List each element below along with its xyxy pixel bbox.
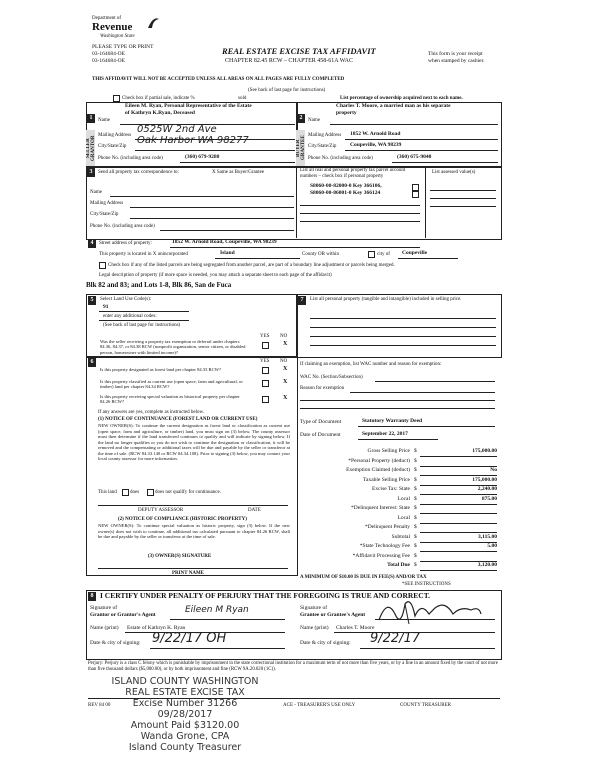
buyer-city-value[interactable]: Coupeville, WA 98239 xyxy=(350,142,402,148)
street-value[interactable]: 1852 W. Arnold Road, Coupeville, WA 98239 xyxy=(172,239,277,245)
seller-side-label: SELLER GRANTOR xyxy=(86,130,95,166)
s6-q2: Is this property classified as current use (open space, farm and agricultural, or timber) land per chapter 84.34 RCW? xyxy=(100,379,243,390)
tax-row-dollar: $ xyxy=(414,562,417,568)
tax-row-dollar: $ xyxy=(414,533,417,540)
seller-name-line1: Eileen M. Ryan, Personal Representative of the Estate xyxy=(125,103,252,109)
s3-city-label: City/State/Zip xyxy=(90,212,119,217)
grantee-signature-mark xyxy=(375,594,485,630)
s6-q3-yes[interactable] xyxy=(262,396,269,403)
parcel-2-checkbox[interactable] xyxy=(412,191,419,198)
seller-phone-label: Phone No. (including area code) xyxy=(98,156,163,161)
notice1-title: (1) NOTICE OF CONTINUANCE (FOREST LAND OR CURRENT USE) xyxy=(98,417,258,422)
tax-row-line xyxy=(420,523,497,524)
grantor-date-value[interactable]: 9/22/17 OH xyxy=(152,631,227,646)
s5-no-answer[interactable]: X xyxy=(283,341,288,347)
does-checkbox[interactable] xyxy=(122,489,129,496)
please-type: PLEASE TYPE OR PRINT xyxy=(92,44,154,50)
stamp-line-2: REAL ESTATE EXCISE TAX xyxy=(125,687,245,698)
partial-sale-label: Check box if partial sale, indicate % xyxy=(122,96,195,101)
tax-row-line xyxy=(420,542,497,543)
tax-row-label: *Affidavit Processing Fee xyxy=(352,552,410,559)
seller-name-label: Name xyxy=(98,118,110,123)
parcel-1: S8060-00-82000-0 Key 366106, xyxy=(310,183,382,189)
grantee-name-label: Name (print) xyxy=(300,625,329,631)
logo-mark-icon xyxy=(146,16,160,30)
doc-date-label: Date of Document xyxy=(300,432,341,438)
does-label: does xyxy=(130,490,140,495)
section-3-badge: 3 xyxy=(87,168,95,177)
tax-row-line xyxy=(420,513,497,514)
grantor-name-value: Estate of Kathryn K. Ryan xyxy=(127,625,186,631)
doc-date-value: September 22, 2017 xyxy=(362,431,408,437)
perjury-notice: Perjury: Perjury is a class C felony which is punishable by imprisonment in the state correctional institution for a maximum term of not more than five years, or by a fine in an amount fixed by the court of not more than five thousand dollars ($5,000.00), or by both imprisonment and fine (RCW 9A.20.020 (1C)). xyxy=(88,661,498,672)
form-id-1: 03-164684-OE xyxy=(92,51,125,57)
receipt-note-2: when stamped by cashier. xyxy=(428,58,485,64)
tax-row-value: No xyxy=(490,467,497,473)
legal-desc-label: Legal description of property (if more space is needed, you may attach a separate sheet to each page of the affidavit) xyxy=(99,273,332,278)
tax-row-value: 2,240.00 xyxy=(477,486,497,492)
section-8-badge: 8 xyxy=(88,592,96,601)
section-7-box xyxy=(296,294,502,358)
s5-yes-checkbox[interactable] xyxy=(262,342,269,349)
tax-row-value: 875.00 xyxy=(481,495,497,502)
section-2-badge: 2 xyxy=(297,114,305,123)
personal-property-label: List all personal property (tangible and intangible) included in selling price. xyxy=(310,297,462,302)
minimum-due: A MINIMUM OF $10.00 IS DUE IN FEE(S) AND/OR TAX xyxy=(300,575,427,580)
stamp-line-3: Excise Number 31266 xyxy=(132,698,238,709)
grantor-date-label: Date & city of signing: xyxy=(90,640,141,646)
tax-row-line xyxy=(420,494,497,495)
notice2-body: NEW OWNER(S): To continue special valuation as historic property, sign (3) below. If the new owner(s) does not wish to continue, all additional tax calculated pursuant to chapter 84.26 RCW, shall be due and payable by the seller or transferor at the time of sale. xyxy=(98,523,290,539)
grantor-sig-label-1: Signature of xyxy=(90,605,118,611)
stamp-line-5: Amount Paid $3120.00 xyxy=(130,720,240,731)
tax-row-dollar: $ xyxy=(414,524,417,530)
street-label: Street address of property: xyxy=(99,241,152,246)
see-back: (See back of last page for instructions) xyxy=(248,88,326,93)
located-value: Island xyxy=(220,250,235,256)
grantor-signature[interactable]: Eileen M Ryan xyxy=(185,605,249,615)
tax-row-label: *Personal Property (deduct) xyxy=(348,457,410,464)
tax-row-dollar: $ xyxy=(414,476,417,483)
s6-q3: Is this property receiving special valuation as historical property per chapter 84.26 RCW? xyxy=(100,394,240,405)
tax-row-label: *Delinquent Penalty xyxy=(364,524,410,530)
tax-row-line xyxy=(420,456,497,457)
county-within-label: County OR within xyxy=(302,252,339,257)
see-instructions: *SEE INSTRUCTIONS xyxy=(402,582,451,587)
tax-row-dollar: $ xyxy=(414,543,417,549)
buyer-name-line2: property xyxy=(336,110,357,116)
tax-row-label: Taxable Selling Price xyxy=(363,476,410,483)
stamp-line-1: ISLAND COUNTY WASHINGTON xyxy=(111,676,259,687)
tax-row-dollar: $ xyxy=(414,486,417,492)
tax-row-dollar: $ xyxy=(414,514,417,521)
notice2-title: (2) NOTICE OF COMPLIANCE (HISTORIC PROPERTY) xyxy=(118,517,247,522)
seller-city-label: City/State/Zip xyxy=(98,144,127,149)
tax-row-label: Excise Tax: State xyxy=(371,486,410,492)
seller-mailing-value[interactable]: 0525W 2nd Ave xyxy=(137,124,217,135)
treasurer-stamp xyxy=(100,676,270,753)
parcel-2: S8060-00-86001-0 Key 366124 xyxy=(310,190,381,196)
seller-mailing-label: Mailing Address xyxy=(98,133,132,138)
logo-line3: Washington State xyxy=(100,34,135,39)
warning-line: THIS AFFIDAVIT WILL NOT BE ACCEPTED UNLESS ALL AREAS ON ALL PAGES ARE FULLY COMPLETED xyxy=(92,77,345,82)
grantor-sig-label-2: Grantor or Grantor's Agent xyxy=(90,612,156,618)
stamp-line-7: Island County Treasurer xyxy=(128,742,242,753)
tax-row-value: 175,000.00 xyxy=(472,476,497,483)
located-label: This property is located in X unincorporated xyxy=(99,252,188,257)
s6-q1-yes[interactable] xyxy=(262,367,269,374)
seller-phone-value[interactable]: (360) 679-9280 xyxy=(185,154,220,160)
s6-q2-yes[interactable] xyxy=(262,380,269,387)
logo-line2: Revenue xyxy=(92,21,133,33)
owner-signature: (3) OWNER(S) SIGNATURE xyxy=(148,554,212,559)
tax-row-label: Gross Selling Price xyxy=(367,448,410,454)
this-land: This land xyxy=(98,490,117,495)
s6-yes-header: YES xyxy=(260,359,270,364)
section-5-badge: 5 xyxy=(88,296,96,305)
ownership-note: List percentage of ownership acquired next to each name. xyxy=(340,96,463,101)
partial-sale-checkbox[interactable] xyxy=(113,95,120,102)
land-use-label: Select Land Use Code(s): xyxy=(100,297,152,302)
buyer-city-label: City/State/Zip xyxy=(308,144,337,149)
grantee-sig-label-2: Grantee or Grantee's Agent xyxy=(300,612,366,618)
land-use-value[interactable]: 91 xyxy=(103,304,109,310)
tax-row-line xyxy=(420,466,497,467)
segregated-label: Check box if any of the listed parcels are being segregated from another parcel, are part of a boundary line adjustment or parcels being merged. xyxy=(108,263,395,268)
buyer-name-label: Name xyxy=(308,118,320,123)
tax-row-label: Local xyxy=(397,514,410,521)
buyer-side-label: BUYER GRANTEE xyxy=(296,130,305,166)
tax-row-line xyxy=(420,475,497,476)
seller-name-line2: of Kathryn K.Ryan, Deceased xyxy=(125,110,195,116)
stamp-line-4: 09/28/2017 xyxy=(157,709,213,720)
tax-row-value: 5.00 xyxy=(487,543,497,549)
s6-q2-no[interactable]: X xyxy=(283,379,288,385)
grantee-date-value[interactable]: 9/22/17 xyxy=(370,631,421,646)
buyer-name-line1: Charles T. Moore, a married man as his separate xyxy=(336,103,451,109)
does-not-checkbox[interactable] xyxy=(147,489,154,496)
receipt-note-1: This form is your receipt xyxy=(428,51,483,57)
grantor-name-label: Name (print) xyxy=(90,625,119,631)
form-chapter: CHAPTER 82.45 RCW – CHAPTER 458-61A WAC xyxy=(225,58,353,64)
tax-row-label: Total Due xyxy=(387,562,410,568)
form-id-2: 03-164684-OE xyxy=(92,58,125,64)
doc-type-value: Statutory Warranty Deed xyxy=(362,418,423,424)
buyer-phone-value[interactable]: (360) 675-9040 xyxy=(397,154,432,160)
print-name-label: PRINT NAME xyxy=(172,571,204,576)
tax-row-value: 3,120.00 xyxy=(477,562,497,568)
city-of-value: Coupeville xyxy=(402,250,428,256)
tax-row-dollar: $ xyxy=(414,552,417,559)
section-7-badge: 7 xyxy=(298,296,306,305)
s6-no-header: NO xyxy=(280,359,288,364)
s6-q1: Is this property designated as forest land per chapter 84.33 RCW? xyxy=(100,367,222,372)
city-of-checkbox[interactable] xyxy=(368,251,375,258)
rev-code: REV 84 00 xyxy=(88,703,111,708)
tax-row-line xyxy=(420,504,497,505)
wac-label: WAC No. (Section/Subsection) xyxy=(300,375,363,380)
buyer-mailing-label: Mailing Address xyxy=(308,133,342,138)
buyer-phone-label: Phone No. (including area code) xyxy=(308,156,373,161)
s3-mailing-label: Mailing Address xyxy=(90,201,124,206)
s3-phone-label: Phone No. (including area code) xyxy=(90,224,155,229)
tax-row-label: Local xyxy=(397,495,410,502)
tax-row-label: *Delinquent Interest: State xyxy=(351,505,410,511)
treasurer-use-only: ACE - TREASURER'S USE ONLY xyxy=(283,703,356,708)
section-1-badge: 1 xyxy=(87,114,95,123)
tax-row-line xyxy=(420,570,497,571)
additional-codes-label: enter any additional codes: xyxy=(103,314,157,319)
parcel-1-checkbox[interactable] xyxy=(412,184,419,191)
city-of-label: city of xyxy=(377,252,390,257)
s6-q1-no[interactable]: X xyxy=(283,366,288,372)
notice1-body: NEW OWNER(S): To continue the current designation as forest land or classification as current use (open space, farm and agriculture, or timber) land, you must sign on (3) below. The county assessor must then determine if the land transferred continues to qualify and will indicate by signing below. If the land no longer qualifies or you do not wish to continue the designation or classification, it will be removed and the compensating or additional taxes will be due and payable by the seller or transferor at the time of sale. (RCW 84.33.140 or RCW 84.34.108). Prior to signing (3) below, you may contact your local county assessor for more information. xyxy=(98,423,290,461)
section-6-badge: 6 xyxy=(88,358,96,367)
deputy-assessor: DEPUTY ASSESSOR xyxy=(138,508,184,513)
tax-row-label: *State Technology Fee xyxy=(359,543,410,549)
tax-row-dollar: $ xyxy=(414,467,417,473)
grantee-name-value: Charles T. Moore xyxy=(336,625,375,631)
deputy-date: DATE xyxy=(248,508,261,513)
tax-row-line xyxy=(420,551,497,552)
tax-row-dollar: $ xyxy=(414,448,417,454)
buyer-mailing-value[interactable]: 1852 W. Arnold Road xyxy=(350,131,401,137)
s5-no-header: NO xyxy=(280,334,288,339)
segregated-checkbox[interactable] xyxy=(99,262,106,269)
logo-line1: Department of xyxy=(92,16,122,21)
certify-line: I CERTIFY UNDER PENALTY OF PERJURY THAT THE FOREGOING IS TRUE AND CORRECT. xyxy=(100,591,431,600)
exemption-label: If claiming an exemption, list WAC number and reason for exemption: xyxy=(300,362,442,367)
sold-label: sold xyxy=(238,96,247,101)
grantee-date-label: Date & city of signing: xyxy=(300,640,351,646)
form-title: REAL ESTATE EXCISE TAX AFFIDAVIT xyxy=(222,46,376,56)
parcels-header: List all real and personal property tax parcel account numbers – check box if personal property xyxy=(300,168,406,179)
tax-row-label: Exemption Claimed (deduct) xyxy=(346,467,410,473)
dor-logo xyxy=(92,16,162,42)
grantee-sig-label-1: Signature of xyxy=(300,605,328,611)
correspondence-same: X Same as Buyer/Grantee xyxy=(212,170,265,175)
s5-yes-header: YES xyxy=(260,334,270,339)
reason-label: Reason for exemption xyxy=(300,386,345,391)
s3-name-label: Name xyxy=(90,190,102,195)
county-treasurer-label: COUNTY TREASURER xyxy=(400,703,451,708)
legal-desc-value: Blk 82 and 83; and Lots 1-8, Blk 86, San de Fuca xyxy=(86,281,232,289)
correspondence-label: Send all property tax correspondence to: xyxy=(98,170,179,175)
s5-question: Was the seller receiving a property tax exemption or deferral under chapters 84.36, 84.37, or 84.38 RCW (nonprofit organization, senior citizen, or disabled person, homeowner with limited income)? xyxy=(100,339,246,355)
tax-row-line xyxy=(420,532,497,533)
assessed-header: List assessed value(s) xyxy=(432,170,476,175)
does-not-label: does not qualify for continuance. xyxy=(155,490,221,495)
tax-row-label: Subtotal xyxy=(391,533,410,540)
s5-see-back: (See back of last page for instructions) xyxy=(103,323,181,328)
seller-city-value[interactable]: Oak Harbor WA 98277 xyxy=(137,135,249,146)
tax-row-dollar: $ xyxy=(414,505,417,511)
section-4-badge: 4 xyxy=(88,239,96,248)
stamp-line-6: Wanda Grone, CPA xyxy=(140,731,230,742)
tax-row-value: 3,115.00 xyxy=(478,533,497,540)
tax-row-value: 175,000.00 xyxy=(472,448,497,454)
tax-row-dollar: $ xyxy=(414,457,417,464)
doc-type-label: Type of Document xyxy=(300,419,342,425)
s6-q3-no[interactable]: X xyxy=(283,395,288,401)
tax-row-dollar: $ xyxy=(414,495,417,502)
s6-if-yes: If any answers are yes, complete as instructed below. xyxy=(98,410,205,415)
